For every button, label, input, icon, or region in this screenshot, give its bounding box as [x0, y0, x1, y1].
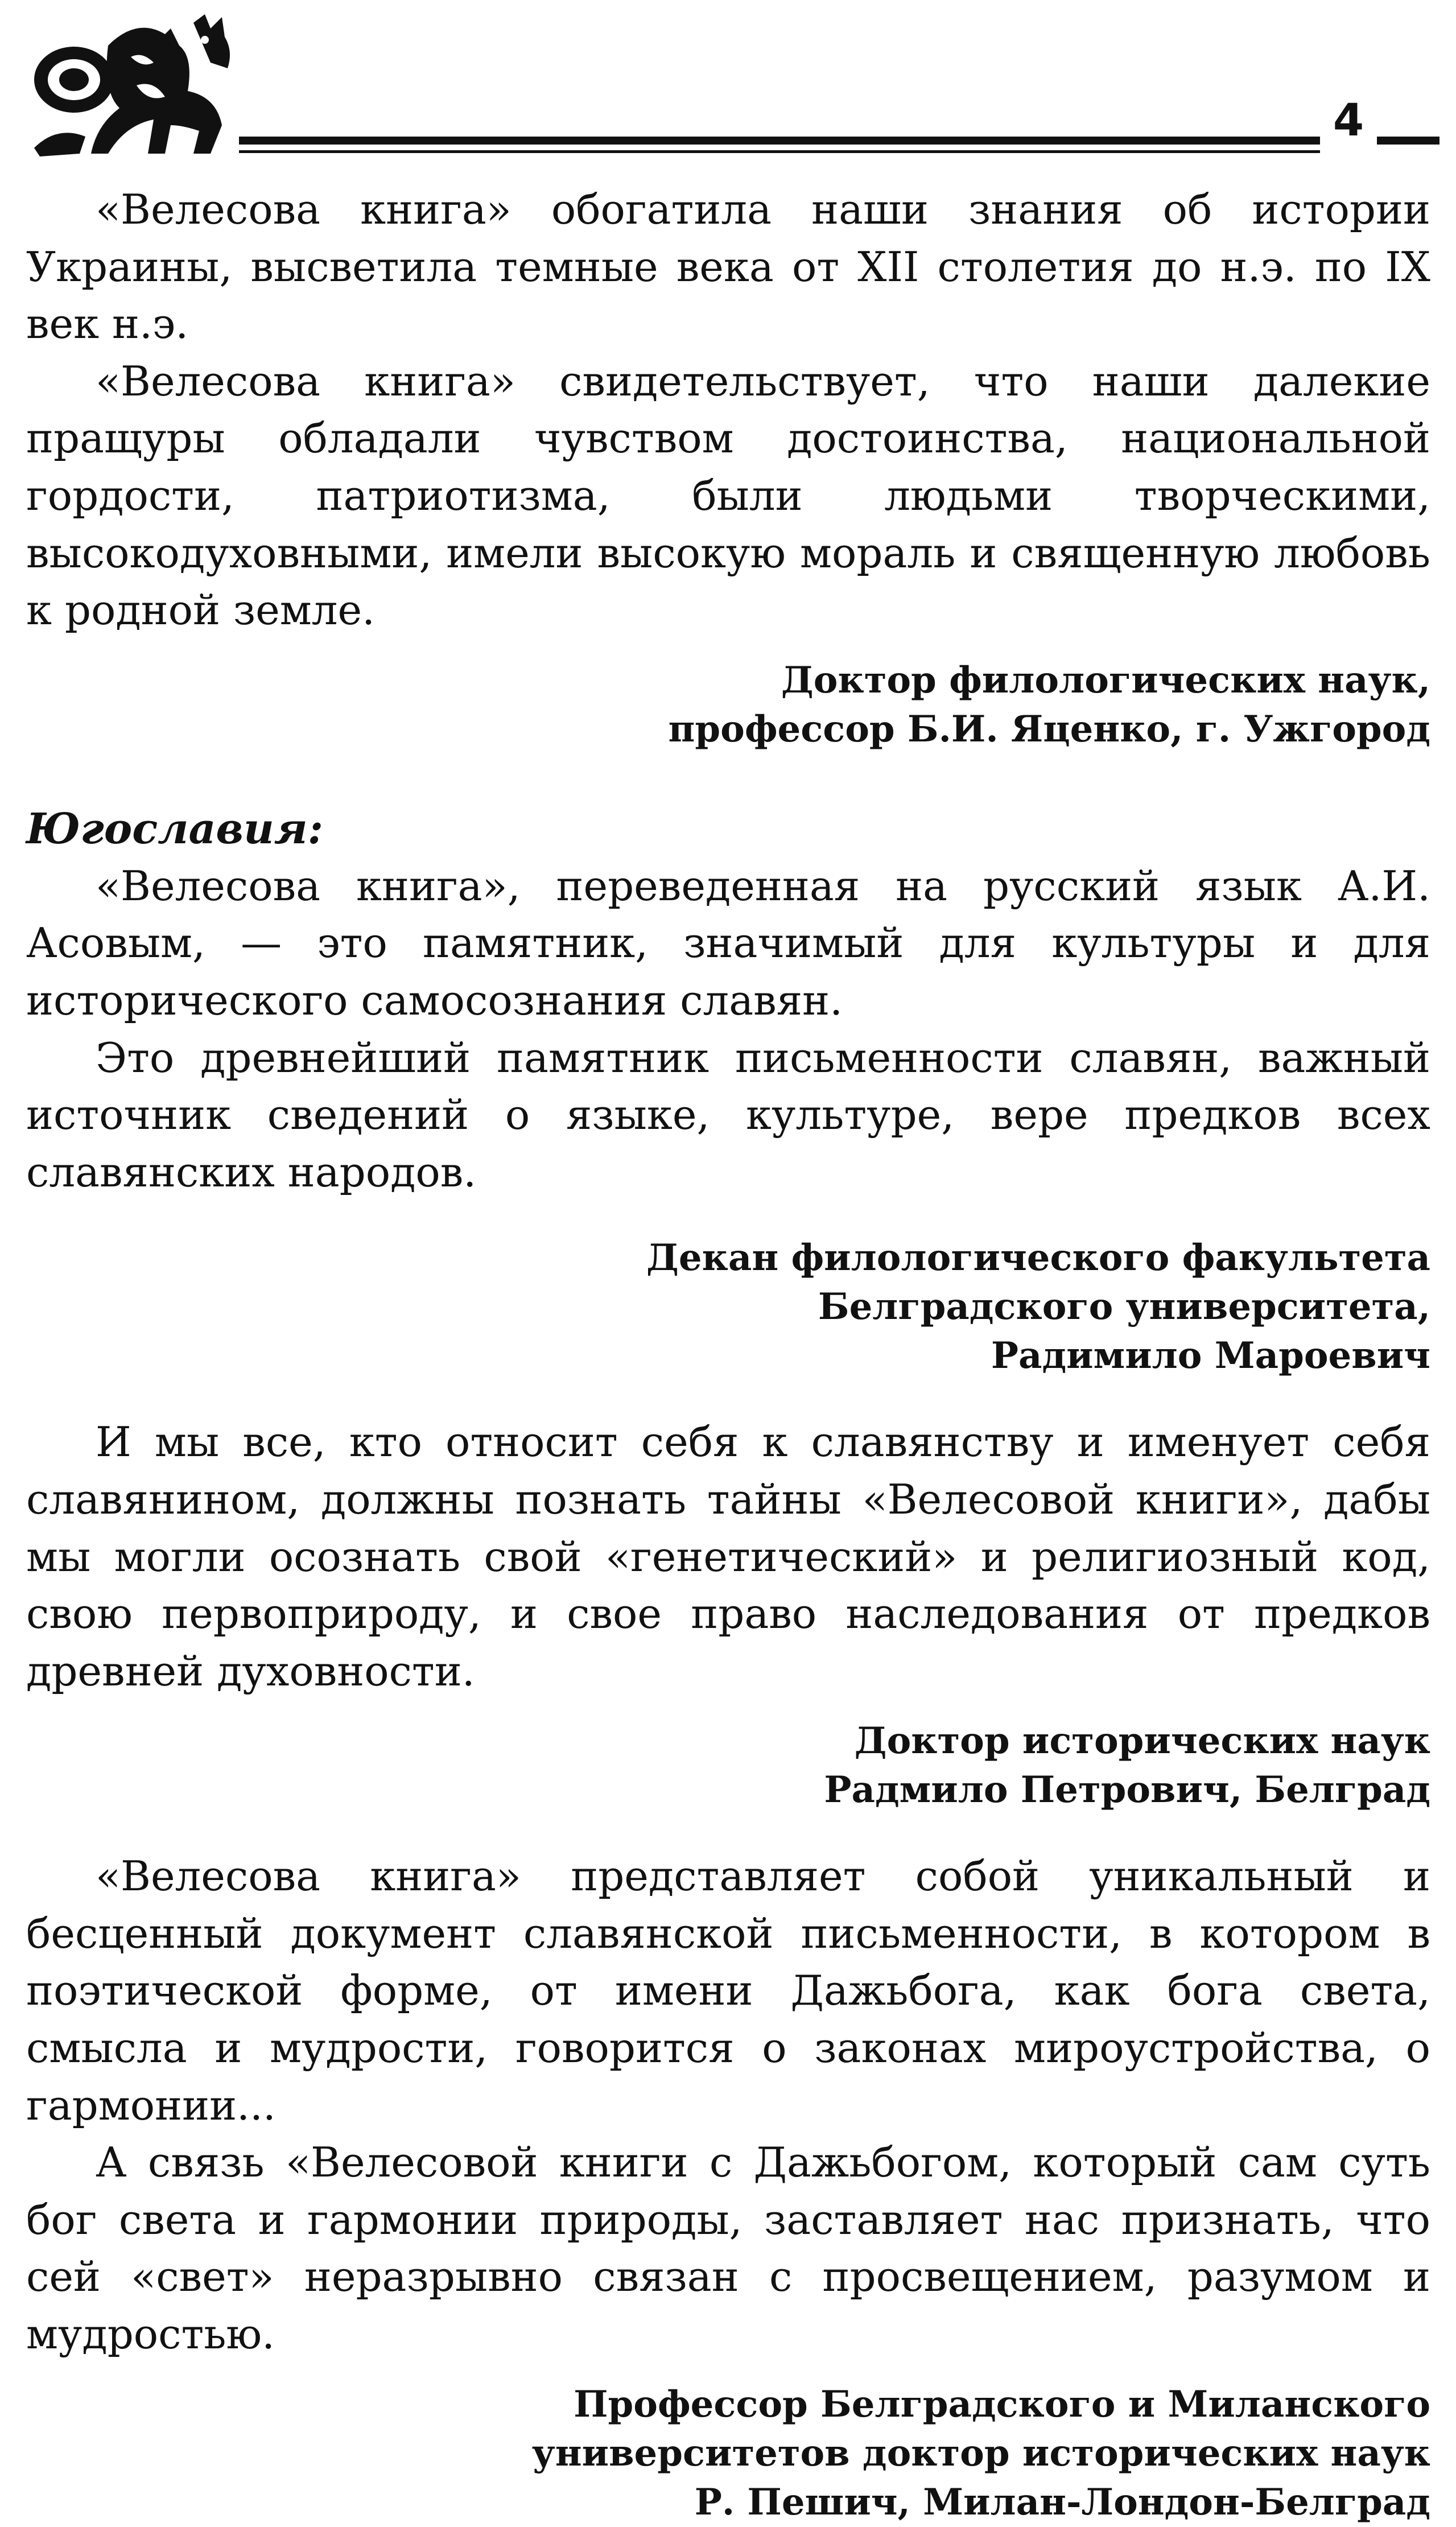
paragraph: «Велесова книга», переведенная на русский язык А.И. Асовым, — это памятник, значимый для культуры и для исторического самосознания славян.	[26, 861, 1430, 1024]
signature-block	[26, 2380, 1430, 2527]
header-rule-thick	[239, 137, 1320, 145]
paragraph: «Велесова книга» обогатила наши знания об истории Украины, высветила темные века от XII столетия до н.э. по IX век н.э.	[26, 185, 1430, 348]
signature-block	[26, 1234, 1430, 1380]
section-heading: Югославия:	[26, 804, 324, 854]
header-rule-right	[1377, 137, 1439, 145]
signature-line: Доктор исторических наук	[854, 1720, 1430, 1763]
signature-block	[26, 656, 1430, 754]
signature-line: университетов доктор исторических наук	[531, 2431, 1430, 2475]
paragraph: А связь «Велесовой книги с Дажьбогом, который сам суть бог света и гармонии природы, заставляет нас признать, что сей «свет» неразрывно связан с просвещением, разумом и мудростью.	[26, 2138, 1430, 2359]
paragraph: И мы все, кто относит себя к славянству и именует себя славянином, должны познать тайны «Велесовой книги», дабы мы могли осознать свой «генетический» и религиозный код, свою первоприроду, и свое право наследования от предков древней духовности.	[26, 1418, 1430, 1695]
paragraph: «Велесова книга» представляет собой уникальный и бесценный документ славянской письменности, в котором в поэтической форме, от имени Дажьбога, как бога света, смысла и мудрости, говорится о законах мироустройства, о гармонии...	[26, 1852, 1430, 2129]
signature-line: Доктор филологических наук,	[781, 658, 1430, 702]
signature-line: Белградского университета,	[818, 1285, 1430, 1329]
ornamental-beast-icon	[23, 11, 250, 165]
signature-line: Профессор Белградского и Миланского	[574, 2382, 1430, 2426]
page-body	[26, 181, 1430, 2527]
signature-line: Р. Пешич, Милан-Лондон-Белград	[694, 2480, 1430, 2524]
signature-line: Радимило Мароевич	[991, 1334, 1430, 1378]
paragraph: «Велесова книга» свидетельствует, что наши далекие пращуры обладали чувством достоинства, национальной гордости, патриотизма, были людьми творческими, высокодуховными, имели высокую мораль и священную любовь к родной земле.	[26, 357, 1430, 634]
signature-block	[26, 1717, 1430, 1815]
header-rule-thin	[239, 150, 1320, 153]
paragraph: Это древнейший памятник письменности славян, важный источник сведений о языке, культуре, вере предков всех славянских народов.	[26, 1033, 1430, 1196]
signature-line: Радмило Петрович, Белград	[824, 1769, 1430, 1812]
page-header	[0, 0, 1456, 171]
signature-line: Декан филологического факультета	[646, 1236, 1430, 1280]
signature-line: профессор Б.И. Яценко, г. Ужгород	[668, 707, 1430, 751]
page-number: 4	[1333, 95, 1364, 146]
